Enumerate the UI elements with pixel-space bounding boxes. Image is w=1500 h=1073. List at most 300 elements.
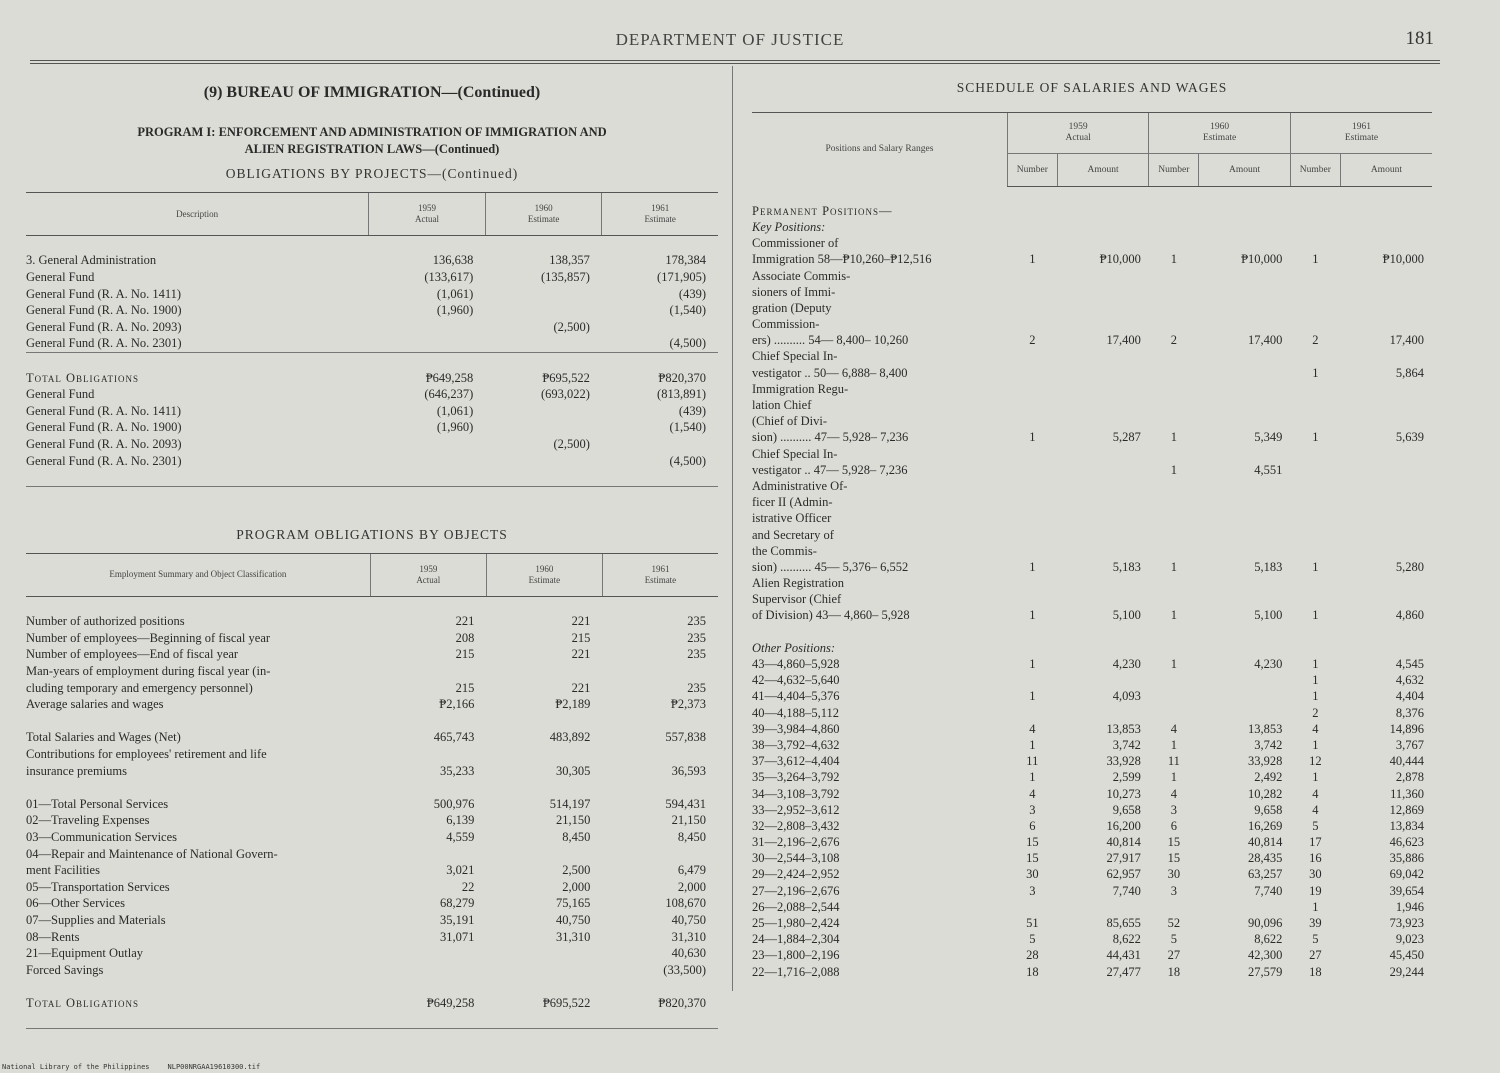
empty-cell <box>1149 317 1199 333</box>
cell-value <box>485 302 602 319</box>
row-label-text: General Fund (R. A. No. 2093) <box>26 319 182 334</box>
schedule-row <box>752 252 1432 268</box>
schedule-row <box>752 673 1432 689</box>
position-text: 25—1,980–2,424 <box>752 916 840 931</box>
schedule-row <box>752 543 1432 559</box>
cell-value <box>370 962 486 979</box>
empty-cell <box>1007 446 1057 462</box>
cell-value <box>370 945 486 962</box>
cell-value: 2,000 <box>562 879 591 894</box>
cell-value: 31,071 <box>439 929 475 944</box>
cell-value: 21,150 <box>671 813 706 828</box>
position-text: 42—4,632–5,640 <box>752 673 840 688</box>
cell-amount: 39,654 <box>1389 883 1424 898</box>
table-row <box>26 862 718 879</box>
col-1960: 1960 Estimate <box>486 553 602 596</box>
cell-value <box>602 319 718 336</box>
cell-value: 215 <box>571 630 591 645</box>
cell-value: 483,892 <box>549 730 591 745</box>
row-label <box>26 730 370 747</box>
running-title: DEPARTMENT OF JUSTICE <box>615 30 845 49</box>
empty-cell <box>1199 527 1291 543</box>
empty-cell <box>1149 381 1199 397</box>
position-label <box>752 203 1007 219</box>
empty-cell <box>1149 203 1199 219</box>
position-text: (Chief of Divi- <box>752 414 827 429</box>
objects-table <box>26 553 718 1029</box>
cell-value: 68,279 <box>439 896 475 911</box>
spacer-cell <box>752 187 1432 204</box>
position-label <box>752 397 1007 413</box>
cell-value: 500,976 <box>433 796 475 811</box>
cell-number: 16 <box>1309 851 1322 866</box>
cell-value: 22 <box>461 879 475 894</box>
empty-cell <box>1340 381 1432 397</box>
cell-number <box>1149 705 1199 721</box>
position-text: 32—2,808–3,432 <box>752 818 840 833</box>
position-label <box>752 802 1007 818</box>
table-row <box>26 995 718 1012</box>
cell-number <box>1007 462 1057 478</box>
empty-cell <box>1340 640 1432 656</box>
col-number: Number <box>1149 154 1199 187</box>
col-1960: 1960 Estimate <box>485 193 602 236</box>
cell-value: (1,540) <box>669 303 706 318</box>
position-label <box>752 559 1007 575</box>
table-row <box>26 962 718 979</box>
empty-cell <box>1057 576 1149 592</box>
cell-value: 35,191 <box>439 912 475 927</box>
cell-number: 15 <box>1026 851 1039 866</box>
cell-amount: 16,200 <box>1106 818 1141 833</box>
empty-cell <box>1199 640 1291 656</box>
position-label <box>752 656 1007 672</box>
schedule-title: SCHEDULE OF SALARIES AND WAGES <box>956 80 1228 95</box>
cell-value: (135,857) <box>540 269 590 284</box>
cell-value: (813,891) <box>657 387 706 402</box>
row-label <box>26 453 369 470</box>
cell-value: 75,165 <box>556 896 591 911</box>
schedule-row <box>752 349 1432 365</box>
empty-cell <box>1007 527 1057 543</box>
cell-amount <box>1057 673 1149 689</box>
empty-cell <box>1057 511 1149 527</box>
row-label <box>26 319 369 336</box>
position-text: 40—4,188–5,112 <box>752 705 840 720</box>
cell-value <box>486 945 602 962</box>
cell-number: 27 <box>1167 948 1181 963</box>
schedule-row <box>752 397 1432 413</box>
schedule-row <box>752 640 1432 656</box>
empty-cell <box>1149 284 1199 300</box>
position-label <box>752 495 1007 511</box>
position-label <box>752 899 1007 915</box>
empty-cell <box>1199 317 1291 333</box>
cell-number: 2 <box>1029 333 1036 348</box>
row-label-text: General Fund (R. A. No. 2301) <box>26 453 182 468</box>
cell-value <box>486 846 602 863</box>
position-label <box>752 754 1007 770</box>
cell-amount <box>1199 899 1291 915</box>
cell-number <box>1149 689 1199 705</box>
cell-amount: 69,042 <box>1389 867 1424 882</box>
position-label <box>752 932 1007 948</box>
position-label <box>752 818 1007 834</box>
row-label-text: General Fund (R. A. No. 1411) <box>26 286 182 301</box>
spacer-row <box>752 624 1432 640</box>
cell-number: 1 <box>1029 559 1036 574</box>
cell-number: 18 <box>1026 964 1039 979</box>
schedule-row <box>752 802 1432 818</box>
empty-cell <box>1007 640 1057 656</box>
row-label <box>26 370 369 387</box>
cell-number: 19 <box>1309 883 1322 898</box>
cell-amount: 4,632 <box>1395 673 1424 688</box>
cell-amount: 33,928 <box>1106 754 1141 769</box>
row-label-text: 03—Communication Services <box>26 830 178 845</box>
empty-cell <box>1007 397 1057 413</box>
empty-cell <box>1007 349 1057 365</box>
schedule-row <box>752 818 1432 834</box>
position-text: 41—4,404–5,376 <box>752 689 840 704</box>
position-label <box>752 835 1007 851</box>
cell-amount: 10,282 <box>1248 786 1283 801</box>
schedule-row <box>752 381 1432 397</box>
empty-cell <box>1149 640 1199 656</box>
cell-value: 40,630 <box>671 946 706 961</box>
position-label <box>752 381 1007 397</box>
cell-number: 27 <box>1309 948 1322 963</box>
cell-value: (133,617) <box>424 269 474 284</box>
table-row <box>26 319 718 336</box>
row-label <box>26 829 370 846</box>
row-label-text: Forced Savings <box>26 962 104 977</box>
empty-cell <box>1340 236 1432 252</box>
empty-cell <box>1290 478 1340 494</box>
row-label-text: 07—Supplies and Materials <box>26 912 166 927</box>
cell-value: 40,750 <box>556 912 591 927</box>
empty-cell <box>1199 349 1291 365</box>
cell-amount: 7,740 <box>1254 883 1283 898</box>
empty-cell <box>1340 349 1432 365</box>
cell-value: ₱649,258 <box>426 995 475 1010</box>
row-label <box>26 813 370 830</box>
cell-value: 138,357 <box>549 253 590 268</box>
position-text: Associate Commis- <box>752 268 851 283</box>
cell-value: 4,559 <box>446 830 475 845</box>
cell-amount: 5,864 <box>1395 365 1424 380</box>
schedule-row <box>752 495 1432 511</box>
cell-number: 30 <box>1309 867 1322 882</box>
program-title: PROGRAM I: ENFORCEMENT AND ADMINISTRATION OF IMMIGRATION AND ALIEN REGISTRATION LAWS—(Continued) <box>137 125 607 156</box>
schedule-row <box>752 689 1432 705</box>
position-label <box>752 252 1007 268</box>
empty-cell <box>1149 446 1199 462</box>
cell-value: 2,000 <box>677 879 706 894</box>
row-label-text: ment Facilities <box>26 863 100 878</box>
row-label-text: 06—Other Services <box>26 896 125 911</box>
cell-amount: 3,767 <box>1395 737 1424 752</box>
position-text: and Secretary of <box>752 527 834 542</box>
table-row <box>26 647 718 664</box>
empty-cell <box>1290 640 1340 656</box>
col-positions: Positions and Salary Ranges <box>752 113 1007 187</box>
position-label <box>752 851 1007 867</box>
cell-amount: 5,287 <box>1112 430 1141 445</box>
table-row <box>26 879 718 896</box>
cell-number: 4 <box>1029 786 1036 801</box>
spacer-cell <box>26 979 718 996</box>
empty-cell <box>1149 397 1199 413</box>
cell-amount: 4,093 <box>1112 689 1141 704</box>
cell-value: (693,022) <box>540 387 590 402</box>
cell-number: 1 <box>1312 689 1319 704</box>
cell-number: 15 <box>1167 835 1181 850</box>
page-number: 181 <box>1405 28 1434 49</box>
row-label <box>26 696 370 713</box>
empty-cell <box>1057 397 1149 413</box>
row-label-text: General Fund (R. A. No. 1900) <box>26 303 182 318</box>
row-label-text: cluding temporary and emergency personnel) <box>26 680 253 695</box>
cell-amount: 4,860 <box>1395 608 1424 623</box>
position-label <box>752 786 1007 802</box>
cell-amount: 4,551 <box>1254 462 1283 477</box>
empty-cell <box>1340 268 1432 284</box>
cell-value: 208 <box>455 630 475 645</box>
spacer-row <box>752 187 1432 204</box>
position-text: 29—2,424–2,952 <box>752 867 840 882</box>
position-text: Supervisor (Chief <box>752 592 842 607</box>
spacer-row <box>26 1012 718 1029</box>
col-1959: 1959 Actual <box>1007 113 1149 154</box>
row-label <box>26 796 370 813</box>
row-label-text: Man-years of employment during fiscal year (in- <box>26 664 271 679</box>
cell-number: 2 <box>1312 705 1319 720</box>
position-text: Alien Registration <box>752 576 844 591</box>
schedule-row <box>752 592 1432 608</box>
cell-amount <box>1057 365 1149 381</box>
cell-number: 1 <box>1312 737 1319 752</box>
left-column <box>26 80 718 1029</box>
row-label <box>26 253 369 270</box>
column-divider <box>732 66 733 991</box>
table-row <box>26 630 718 647</box>
cell-amount: 27,579 <box>1248 964 1283 979</box>
row-label-text: Number of employees—Beginning of fiscal year <box>26 630 271 645</box>
cell-amount: 45,450 <box>1389 948 1424 963</box>
cell-amount: 85,655 <box>1106 916 1141 931</box>
cell-number: 3 <box>1029 883 1036 898</box>
empty-cell <box>1340 300 1432 316</box>
table-row <box>26 696 718 713</box>
row-label-text: Average salaries and wages <box>26 697 164 712</box>
position-label <box>752 365 1007 381</box>
spacer-cell <box>26 236 718 253</box>
empty-cell <box>1290 381 1340 397</box>
cell-number <box>1149 365 1199 381</box>
col-number: Number <box>1007 154 1057 187</box>
cell-amount: 5,100 <box>1112 608 1141 623</box>
empty-cell <box>1290 527 1340 543</box>
position-label <box>752 883 1007 899</box>
cell-number: 1 <box>1312 365 1319 380</box>
cell-value <box>486 663 602 680</box>
empty-cell <box>1057 495 1149 511</box>
empty-cell <box>1057 527 1149 543</box>
cell-amount <box>1199 705 1291 721</box>
empty-cell <box>1199 511 1291 527</box>
cell-value: 221 <box>455 614 475 629</box>
spacer-cell <box>752 624 1432 640</box>
empty-cell <box>1199 495 1291 511</box>
cell-amount: ₱10,000 <box>1382 252 1424 267</box>
cell-amount: 5,349 <box>1254 430 1283 445</box>
row-label <box>26 630 370 647</box>
position-label <box>752 737 1007 753</box>
cell-number: 4 <box>1312 721 1319 736</box>
cell-value: 235 <box>687 614 706 629</box>
cell-value: (1,061) <box>436 286 474 301</box>
empty-cell <box>1199 284 1291 300</box>
schedule-row <box>752 365 1432 381</box>
cell-number: 1 <box>1170 430 1177 445</box>
cell-value <box>485 403 602 420</box>
cell-value <box>602 436 718 453</box>
cell-number: 1 <box>1312 770 1319 785</box>
row-label <box>26 614 370 631</box>
schedule-row <box>752 300 1432 316</box>
spacer-row <box>26 979 718 996</box>
position-label <box>752 284 1007 300</box>
col-1961: 1961 Estimate <box>602 193 718 236</box>
cell-amount: 9,023 <box>1395 932 1424 947</box>
cell-number: 11 <box>1167 754 1180 769</box>
cell-number: 2 <box>1312 333 1319 348</box>
row-label <box>26 286 369 303</box>
cell-amount: ₱10,000 <box>1099 252 1141 267</box>
cell-value: 2,500 <box>562 863 591 878</box>
row-label-text: Number of authorized positions <box>26 614 185 629</box>
spacer-row <box>26 596 718 613</box>
cell-number: 1 <box>1170 462 1177 477</box>
empty-cell <box>1007 478 1057 494</box>
cell-value: 31,310 <box>671 929 706 944</box>
row-label-text: 01—Total Personal Services <box>26 796 169 811</box>
empty-cell <box>1340 576 1432 592</box>
schedule-row <box>752 430 1432 446</box>
position-label <box>752 770 1007 786</box>
schedule-row <box>752 511 1432 527</box>
row-label-text: 08—Rents <box>26 929 80 944</box>
empty-cell <box>1199 576 1291 592</box>
row-label <box>26 846 370 863</box>
schedule-row <box>752 462 1432 478</box>
cell-value: 215 <box>455 647 475 662</box>
cell-amount: 17,400 <box>1106 333 1141 348</box>
cell-number: 17 <box>1309 835 1322 850</box>
cell-number: 18 <box>1309 964 1322 979</box>
cell-value: 514,197 <box>549 796 591 811</box>
row-label <box>26 862 370 879</box>
empty-cell <box>1007 414 1057 430</box>
table-row <box>26 929 718 946</box>
cell-value: 557,838 <box>665 730 706 745</box>
empty-cell <box>1057 203 1149 219</box>
empty-cell <box>1340 478 1432 494</box>
cell-number: 1 <box>1312 657 1319 672</box>
cell-amount: 2,599 <box>1112 770 1141 785</box>
spacer-cell <box>26 1012 718 1029</box>
position-text: Key Positions: <box>752 219 826 234</box>
col-1960: 1960 Estimate <box>1149 113 1291 154</box>
cell-number: 3 <box>1170 883 1177 898</box>
cell-number: 5 <box>1312 818 1319 833</box>
empty-cell <box>1199 592 1291 608</box>
cell-amount: 29,244 <box>1389 964 1424 979</box>
cell-amount: 8,376 <box>1395 705 1424 720</box>
cell-amount: 13,853 <box>1248 721 1283 736</box>
position-label <box>752 915 1007 931</box>
table-row <box>26 813 718 830</box>
empty-cell <box>1149 219 1199 235</box>
cell-value: 178,384 <box>665 253 706 268</box>
cell-number: 30 <box>1026 867 1039 882</box>
cell-amount: 40,444 <box>1389 754 1424 769</box>
cell-number: 1 <box>1312 252 1319 267</box>
table-row <box>26 746 718 763</box>
empty-cell <box>1057 640 1149 656</box>
cell-amount: 17,400 <box>1389 333 1424 348</box>
empty-cell <box>1340 543 1432 559</box>
cell-value <box>485 336 602 353</box>
row-label <box>26 420 369 437</box>
schedule-row <box>752 754 1432 770</box>
empty-cell <box>1007 511 1057 527</box>
col-number: Number <box>1290 154 1340 187</box>
cell-amount: 5,100 <box>1254 608 1283 623</box>
row-label-text: General Fund (R. A. No. 2301) <box>26 336 182 351</box>
cell-number <box>1007 899 1057 915</box>
empty-cell <box>1199 381 1291 397</box>
empty-cell <box>1149 349 1199 365</box>
cell-number: 1 <box>1029 608 1036 623</box>
table-row <box>26 453 718 470</box>
cell-amount: 46,623 <box>1389 835 1424 850</box>
cell-value: (1,960) <box>436 420 474 435</box>
projects-table <box>26 192 718 487</box>
cell-number: 4 <box>1312 802 1319 817</box>
empty-cell <box>1007 381 1057 397</box>
row-label <box>26 763 370 780</box>
cell-number: 28 <box>1026 948 1039 963</box>
row-label-text: General Fund <box>26 269 95 284</box>
position-text: sion) .......... 45— 5,376– 6,552 <box>752 559 909 574</box>
cell-number: 11 <box>1026 754 1039 769</box>
col-amount: Amount <box>1199 154 1291 187</box>
cell-number: 5 <box>1170 932 1177 947</box>
row-label <box>26 647 370 664</box>
position-label <box>752 333 1007 349</box>
empty-cell <box>1057 284 1149 300</box>
cell-number: 1 <box>1312 899 1319 914</box>
cell-value <box>370 746 486 763</box>
cell-amount: 5,280 <box>1395 559 1424 574</box>
row-label <box>26 680 370 697</box>
cell-value: (439) <box>678 403 706 418</box>
cell-amount: 27,917 <box>1106 851 1141 866</box>
schedule-row <box>752 899 1432 915</box>
position-label <box>752 300 1007 316</box>
